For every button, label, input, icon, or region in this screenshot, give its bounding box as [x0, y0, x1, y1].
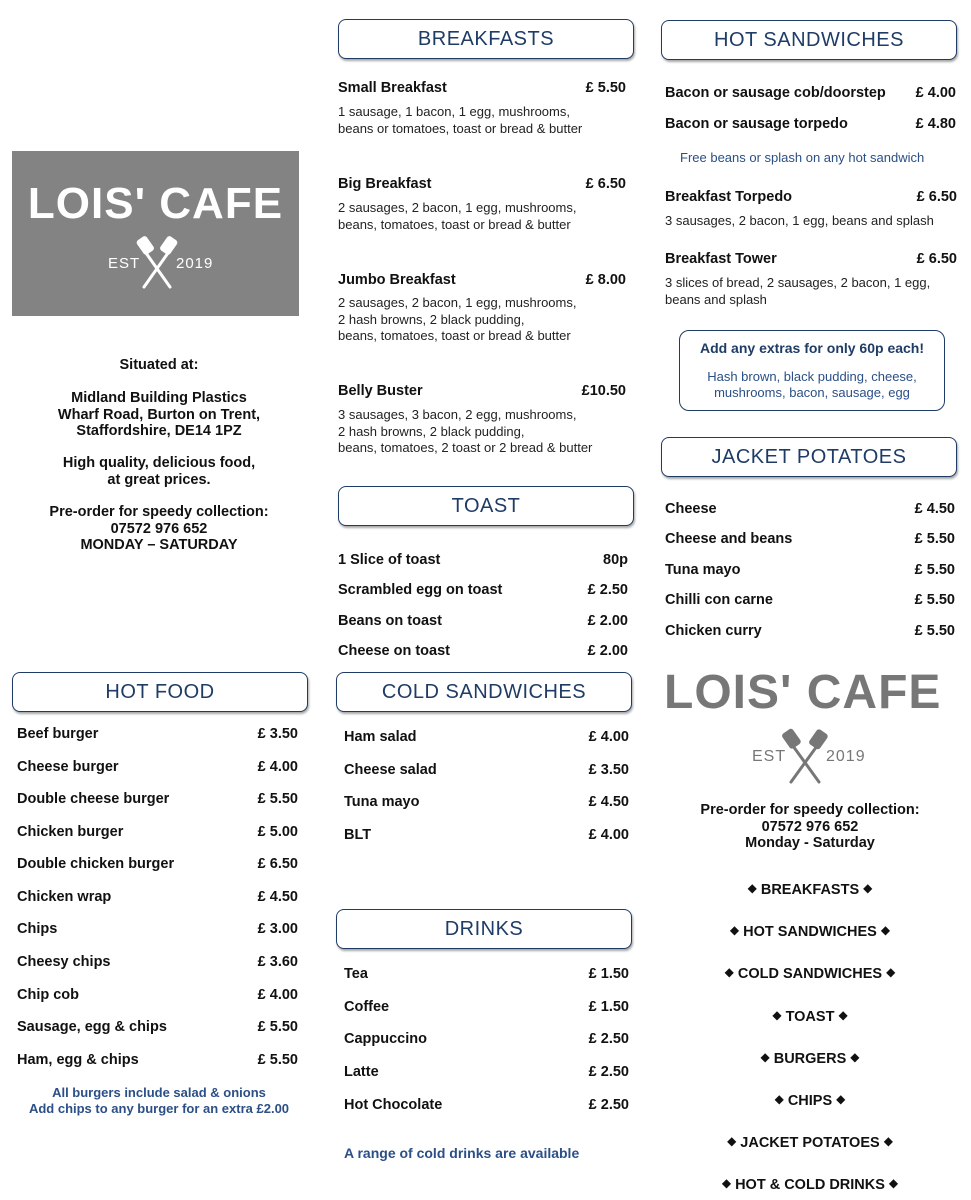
menu-item-description: 3 sausages, 2 bacon, 1 egg, beans and splash: [665, 213, 934, 228]
menu-item-description: [338, 295, 576, 345]
desc-line: beans, tomatoes, toast or bread & butter: [338, 216, 571, 232]
menu-item-price: 80p: [603, 552, 628, 568]
desc-line: 2 sausages, 2 bacon, 1 egg, mushrooms,: [338, 200, 577, 215]
menu-item-name: Chip cob: [17, 987, 80, 1003]
diamond-bullet-icon: ◆: [888, 1176, 899, 1190]
preorder-line: Pre-order for speedy collection:: [49, 504, 269, 520]
desc-line: 3 sausages, 3 bacon, 2 egg, mushrooms,: [338, 407, 577, 422]
menu-item-name: Bacon or sausage torpedo: [665, 116, 848, 132]
preorder-days: MONDAY – SATURDAY: [80, 537, 238, 553]
note-line: Add chips to any burger for an extra £2.00: [28, 1101, 290, 1116]
desc-line: 2 hash browns, 2 black pudding,: [338, 311, 525, 327]
menu-item-name: Beans on toast: [338, 613, 442, 629]
menu-item-price: £ 3.60: [257, 954, 298, 970]
menu-item-name: Bacon or sausage cob/doorstep: [665, 85, 886, 101]
diamond-bullet-icon: ◆: [850, 1050, 860, 1064]
diamond-bullet-icon: ◆: [772, 1008, 782, 1022]
category-item: [660, 966, 960, 982]
menu-item-description: [338, 104, 582, 137]
menu-item-name: Sausage, egg & chips: [17, 1019, 167, 1035]
menu-item-name: Double chicken burger: [17, 856, 175, 872]
address-line: Midland Building Plastics: [71, 390, 247, 406]
category-label: BREAKFASTS: [760, 882, 860, 898]
preorder-line: Pre-order for speedy collection:: [700, 802, 920, 818]
menu-item-name: Double cheese burger: [17, 791, 170, 807]
menu-item-name: BLT: [344, 827, 372, 843]
menu-item-name: Chips: [17, 921, 58, 937]
menu-item-price: £ 2.50: [587, 582, 628, 598]
menu-item-name: Small Breakfast: [338, 80, 447, 96]
menu-item-price: £ 4.00: [915, 85, 956, 101]
menu-item-price: £ 3.00: [257, 921, 298, 937]
breakfasts-header: BREAKFASTS: [338, 19, 634, 59]
crossed-spatulas-icon: [136, 235, 178, 291]
menu-item-name: Ham salad: [344, 729, 417, 745]
menu-item-name: Tea: [344, 966, 368, 982]
category-label: HOT & COLD DRINKS: [735, 1177, 885, 1193]
hot-food-header: HOT FOOD: [12, 672, 308, 712]
diamond-bullet-icon: ◆: [836, 1092, 846, 1106]
menu-item-name: Cheese: [665, 501, 717, 517]
category-item: [660, 1009, 960, 1025]
menu-item-price: £ 5.50: [914, 531, 955, 547]
category-label: HOT SANDWICHES: [743, 924, 877, 940]
menu-item-name: Jumbo Breakfast: [338, 272, 456, 288]
diamond-bullet-icon: ◆: [863, 881, 873, 895]
menu-item-price: £ 5.50: [914, 623, 955, 639]
address-line: Wharf Road, Burton on Trent,: [57, 406, 261, 423]
menu-item-price: £ 2.00: [587, 643, 628, 659]
drinks-note: A range of cold drinks are available: [344, 1145, 580, 1161]
diamond-bullet-icon: ◆: [880, 923, 891, 937]
logo-year: 2019: [176, 255, 214, 272]
category-item: [660, 1177, 960, 1193]
menu-item-price: £ 5.50: [585, 80, 626, 96]
menu-item-price: £ 2.00: [587, 613, 628, 629]
category-label: CHIPS: [787, 1093, 833, 1109]
category-item: [660, 1093, 960, 1109]
menu-item-name: Belly Buster: [338, 383, 423, 399]
menu-item-price: £ 3.50: [257, 726, 298, 742]
desc-line: beans, tomatoes, toast or bread & butter: [338, 328, 571, 343]
hot-sandwich-note: Free beans or splash on any hot sandwich: [680, 150, 925, 165]
category-label: BURGERS: [773, 1051, 847, 1067]
diamond-bullet-icon: ◆: [727, 1134, 737, 1148]
menu-item-description: [338, 407, 592, 457]
menu-item-name: Hot Chocolate: [344, 1097, 443, 1113]
category-item: [660, 882, 960, 898]
menu-item-price: £ 8.00: [585, 272, 626, 288]
desc-line: beans, tomatoes, 2 toast or 2 bread & butter: [338, 440, 593, 455]
menu-item-price: £ 5.50: [257, 791, 298, 807]
menu-item-name: Cheese on toast: [338, 643, 450, 659]
toast-header: TOAST: [338, 486, 634, 526]
cold-sandwiches-header: COLD SANDWICHES: [336, 672, 632, 712]
menu-item-price: £ 4.50: [914, 501, 955, 517]
extras-line: Hash brown, black pudding, cheese,: [707, 369, 917, 384]
menu-item-price: £ 5.50: [257, 1052, 298, 1068]
menu-item-price: £ 4.50: [257, 889, 298, 905]
menu-item-price: £ 6.50: [916, 189, 957, 205]
footer-logo-year: 2019: [826, 748, 866, 765]
menu-item-name: Tuna mayo: [344, 794, 420, 810]
menu-item-name: Big Breakfast: [338, 176, 432, 192]
extras-title: Add any extras for only 60p each!: [699, 340, 925, 356]
category-item: [660, 924, 960, 940]
menu-item-name: 1 Slice of toast: [338, 552, 441, 568]
menu-item-name: Chicken burger: [17, 824, 124, 840]
menu-item-price: £ 6.50: [585, 176, 626, 192]
category-label: COLD SANDWICHES: [737, 966, 883, 982]
footer-logo-est: EST: [752, 748, 787, 765]
crossed-spatulas-icon: [781, 728, 829, 786]
desc-line: beans and splash: [665, 291, 767, 307]
menu-item-name: Chicken curry: [665, 623, 762, 639]
menu-item-price: £ 6.50: [257, 856, 298, 872]
info-situated-label: Situated at:: [119, 357, 199, 373]
preorder-days: Monday - Saturday: [745, 835, 875, 851]
menu-item-price: £ 4.50: [588, 794, 629, 810]
diamond-bullet-icon: ◆: [886, 965, 896, 979]
desc-line: 3 slices of bread, 2 sausages, 2 bacon, 1 egg,: [665, 275, 931, 290]
menu-item-name: Cheese salad: [344, 762, 437, 778]
menu-item-name: Cappuccino: [344, 1031, 427, 1047]
menu-item-price: £ 4.00: [257, 987, 298, 1003]
menu-item-price: £ 1.50: [588, 966, 629, 982]
cafe-logo: [12, 151, 299, 316]
extras-box: [679, 330, 945, 411]
menu-item-name: Tuna mayo: [665, 562, 741, 578]
diamond-bullet-icon: ◆: [883, 1134, 893, 1148]
desc-line: 1 sausage, 1 bacon, 1 egg, mushrooms,: [338, 104, 570, 119]
diamond-bullet-icon: ◆: [721, 1176, 732, 1190]
menu-item-price: £ 4.00: [588, 827, 629, 843]
category-label: JACKET POTATOES: [740, 1135, 880, 1151]
hot-food-note: [12, 1085, 306, 1117]
menu-item-price: £ 5.50: [914, 592, 955, 608]
menu-item-price: £ 5.50: [257, 1019, 298, 1035]
drinks-header: DRINKS: [336, 909, 632, 949]
menu-item-name: Chicken wrap: [17, 889, 112, 905]
menu-item-name: Cheese burger: [17, 759, 119, 775]
menu-item-name: Breakfast Torpedo: [665, 189, 793, 205]
desc-line: beans or tomatoes, toast or bread & butter: [338, 120, 583, 136]
diamond-bullet-icon: ◆: [838, 1008, 848, 1022]
hot-sandwiches-header: HOT SANDWICHES: [661, 20, 957, 60]
menu-item-price: £ 6.50: [916, 251, 957, 267]
menu-item-price: £ 5.50: [914, 562, 955, 578]
info-address: [12, 390, 306, 440]
tagline-line: at great prices.: [107, 471, 211, 488]
menu-item-name: Beef burger: [17, 726, 99, 742]
menu-item-name: Coffee: [344, 999, 390, 1015]
category-item: [660, 1135, 960, 1151]
menu-item-name: Chilli con carne: [665, 592, 773, 608]
menu-item-price: £ 4.00: [588, 729, 629, 745]
menu-item-price: £ 1.50: [588, 999, 629, 1015]
jacket-potatoes-header: JACKET POTATOES: [661, 437, 957, 477]
logo-est: EST: [108, 255, 141, 272]
diamond-bullet-icon: ◆: [747, 881, 757, 895]
extras-line: mushrooms, bacon, sausage, egg: [714, 385, 910, 400]
menu-item-price: £ 4.00: [257, 759, 298, 775]
diamond-bullet-icon: ◆: [729, 923, 740, 937]
extras-list: [680, 369, 944, 401]
preorder-phone: 07572 976 652: [761, 818, 859, 835]
menu-item-name: Cheesy chips: [17, 954, 111, 970]
menu-item-price: £ 5.00: [257, 824, 298, 840]
menu-item-price: £ 2.50: [588, 1031, 629, 1047]
category-item: [660, 1051, 960, 1067]
diamond-bullet-icon: ◆: [760, 1050, 770, 1064]
menu-item-name: Ham, egg & chips: [17, 1052, 139, 1068]
info-preorder: [12, 504, 306, 554]
menu-item-price: £ 2.50: [588, 1064, 629, 1080]
preorder-phone: 07572 976 652: [110, 520, 208, 537]
logo-title: LOIS' CAFE: [27, 179, 284, 228]
menu-item-description: [338, 200, 576, 233]
menu-item-name: Latte: [344, 1064, 379, 1080]
tagline-line: High quality, delicious food,: [62, 455, 256, 471]
menu-item-description: [665, 275, 930, 308]
menu-item-price: £10.50: [581, 383, 626, 399]
footer-preorder: [660, 802, 960, 852]
desc-line: 2 sausages, 2 bacon, 1 egg, mushrooms,: [338, 295, 577, 310]
footer-logo-title: LOIS' CAFE: [664, 666, 942, 719]
menu-item-name: Cheese and beans: [665, 531, 793, 547]
note-line: All burgers include salad & onions: [52, 1085, 266, 1100]
category-label: TOAST: [785, 1009, 835, 1025]
menu-item-price: £ 3.50: [588, 762, 629, 778]
diamond-bullet-icon: ◆: [724, 965, 734, 979]
menu-item-price: £ 4.80: [915, 116, 956, 132]
desc-line: 2 hash browns, 2 black pudding,: [338, 423, 525, 439]
diamond-bullet-icon: ◆: [774, 1092, 784, 1106]
menu-item-price: £ 2.50: [588, 1097, 629, 1113]
menu-item-name: Scrambled egg on toast: [338, 582, 503, 598]
info-tagline: [12, 455, 306, 488]
menu-item-name: Breakfast Tower: [665, 251, 777, 267]
address-line: Staffordshire, DE14 1PZ: [76, 423, 242, 439]
